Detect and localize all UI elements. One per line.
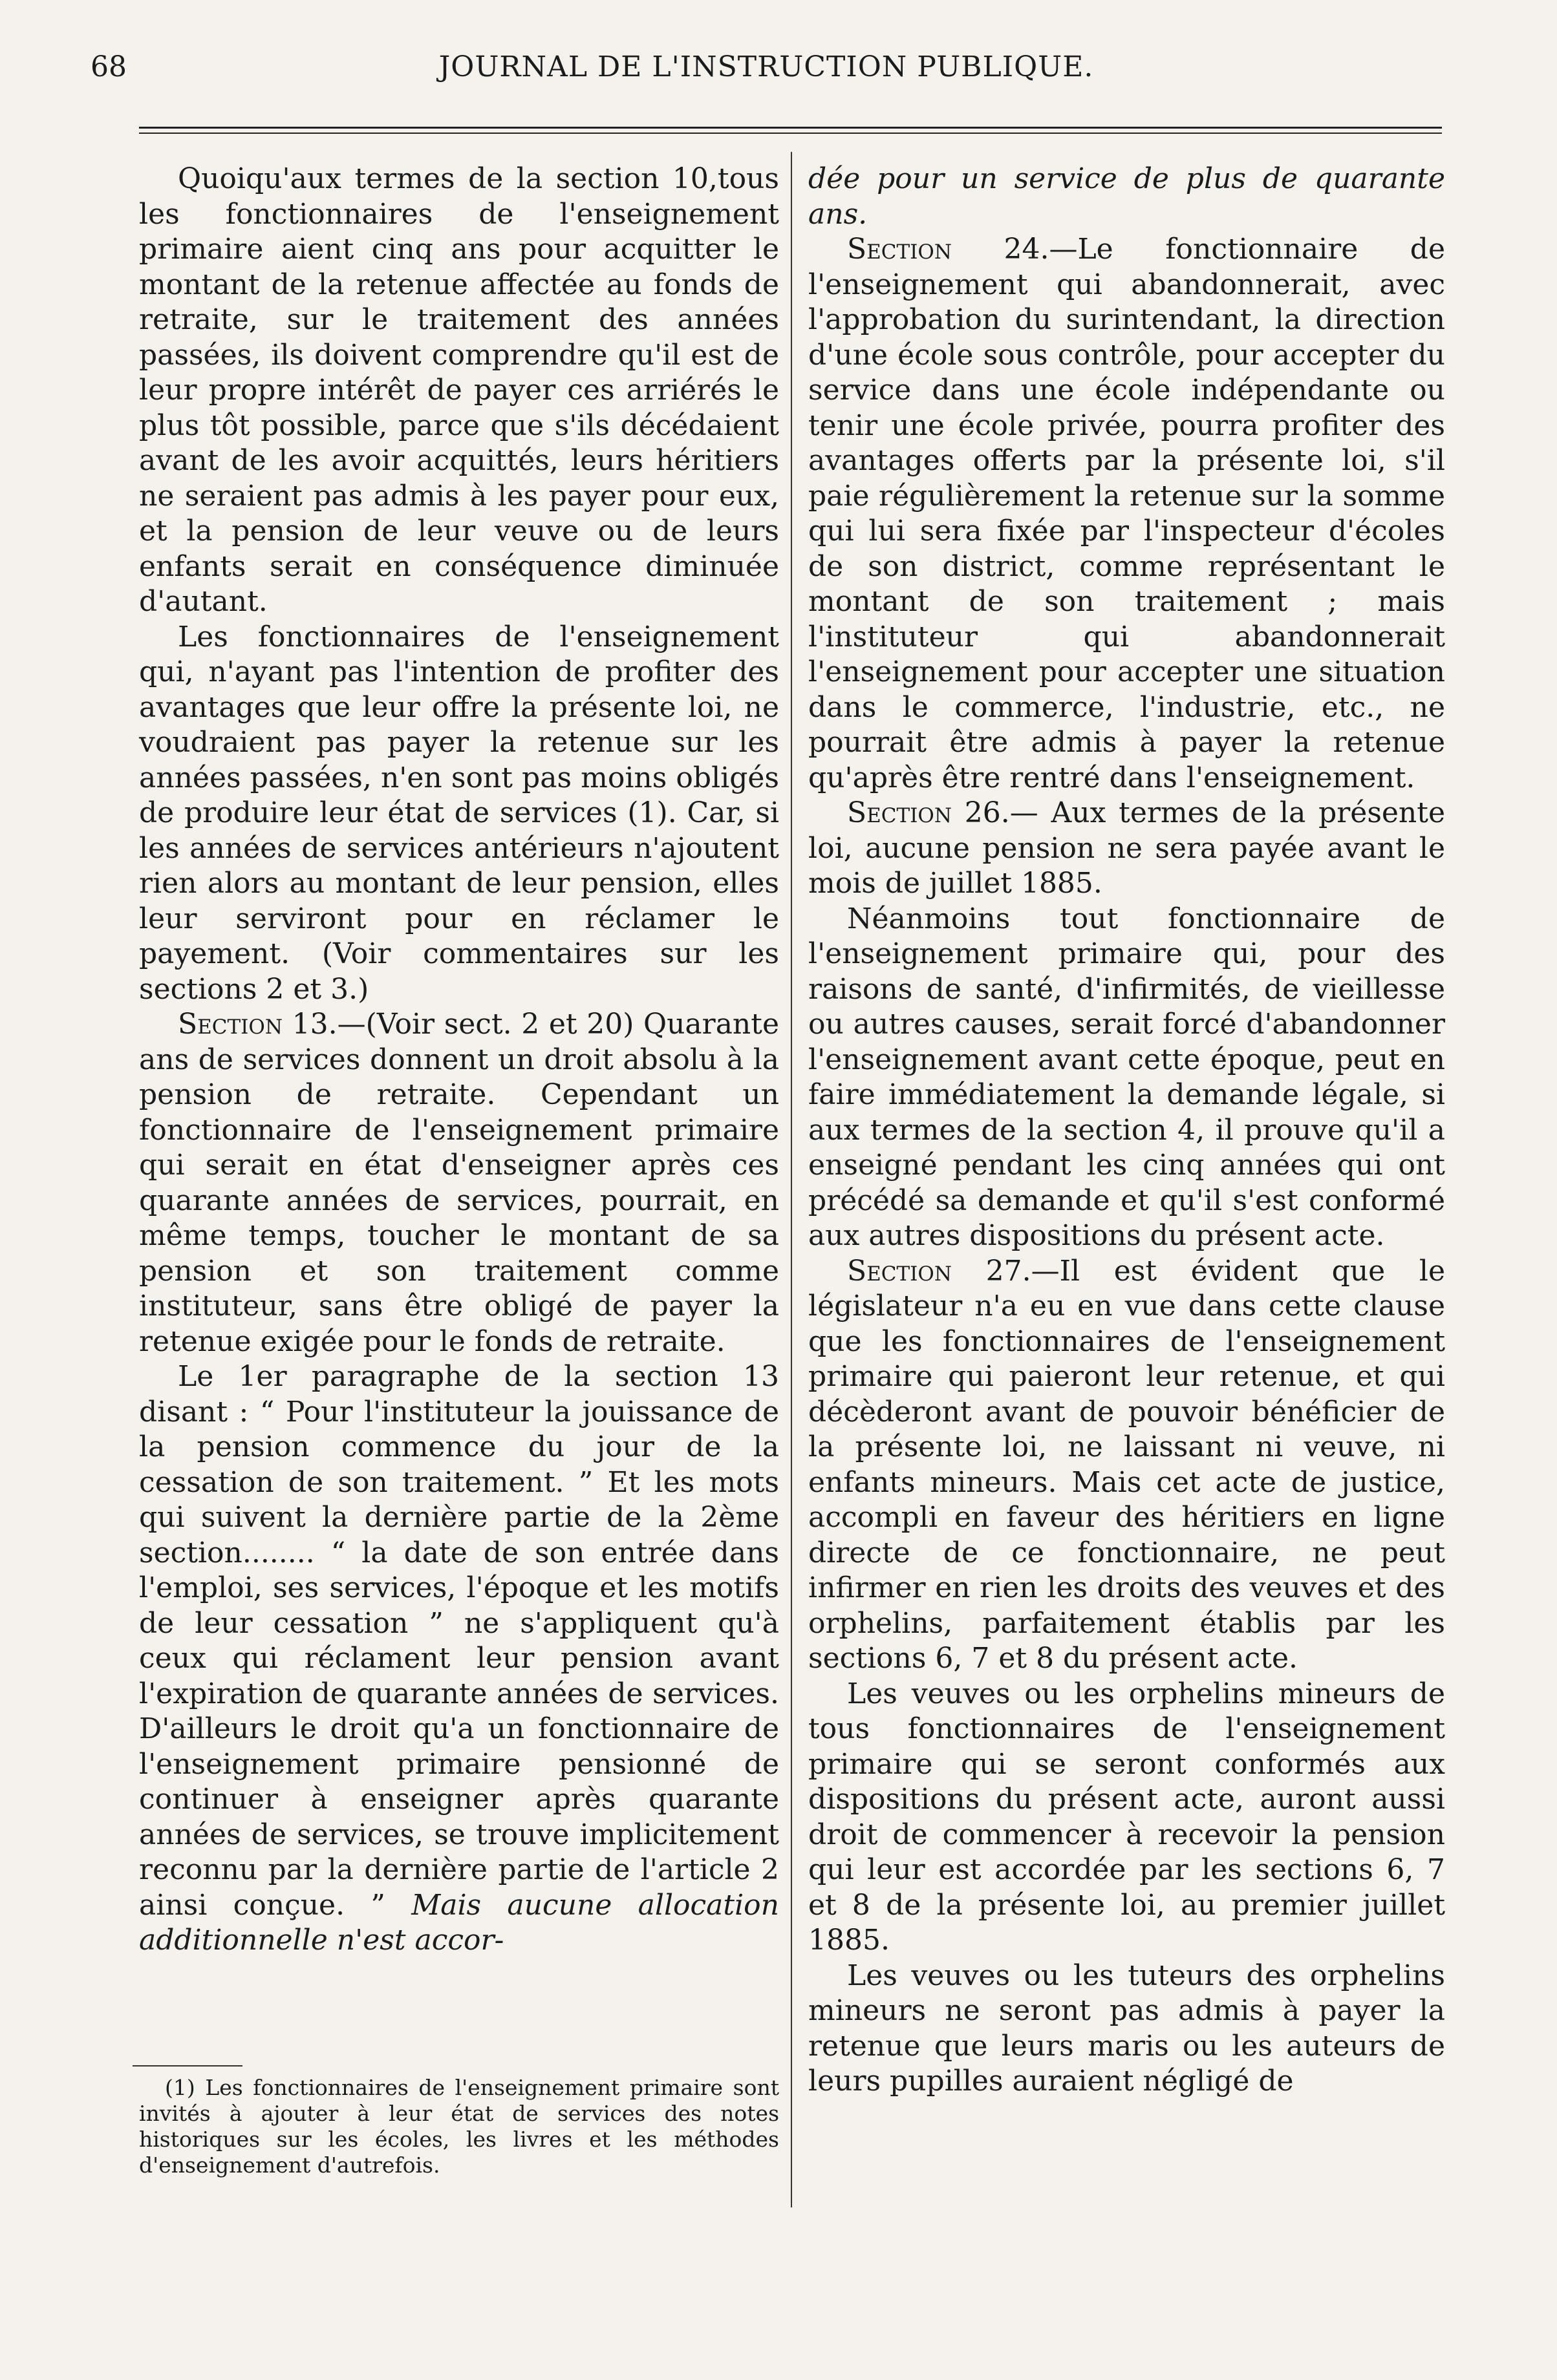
paragraph: Les veuves ou les tuteurs des orphelins mineurs ne seront pas admis à payer la retenue que leurs maris ou les auteurs de leurs pupilles auraient négligé de — [808, 1959, 1445, 2098]
section-label: Section 24. — [847, 233, 1049, 266]
section-label: Section 13. — [178, 1008, 338, 1041]
paragraph — [139, 1007, 779, 1359]
paragraph — [808, 796, 1445, 902]
page-number: 68 — [91, 50, 127, 83]
paragraph: Les fonctionnaires de l'enseignement qui, n'ayant pas l'intention de profiter des avantages que leur offre la présente loi, ne voudraient pas payer la retenue sur les années passées, n'en sont pas moins obligés de produire leur état de services (1). Car, si les années de services antérieurs n'ajoutent rien alors au montant de leur pension, elles leur serviront pour en réclamer le payement. (Voir commentaires sur les sections 2 et 3.) — [139, 620, 779, 1006]
footnote-rule — [133, 2065, 242, 2067]
page-header — [91, 50, 1442, 89]
paragraph — [808, 232, 1445, 796]
italic-quote: Mais aucune allocation additionnelle n'est accor- — [139, 1888, 779, 1957]
footnote: (1) Les fonctionnaires de l'enseignement primaire sont invités à ajouter à leur état de services des notes historiques sur les écoles, les livres et les méthodes d'enseignement d'autrefois. — [139, 2075, 779, 2178]
section-label: Section 27. — [847, 1254, 1031, 1288]
paragraph: Quoiqu'aux termes de la section 10,tous les fonctionnaires de l'enseignement primaire aient cinq ans pour acquitter le montant de la retenue affectée au fonds de retraite, sur le traitement des années passées, ils doivent comprendre qu'il est de leur propre intérêt de payer ces arriérés le plus tôt possible, parce que s'ils décédaient avant de les avoir acquittés, leurs héritiers ne seraient pas admis à les payer pour eux, et la pension de leur veuve ou de leurs enfants serait en conséquence diminuée d'autant. — [139, 162, 779, 618]
paragraph-text: —Il est évident que le législateur n'a eu en vue dans cette clause que les fonctionnaires de l'enseignement primaire qui paieront leur retenue, et qui décèderont avant de pouvoir bénéficier de la présente loi, ne laissant ni veuve, ni enfants mineurs. Mais cet acte de justice, accompli en faveur des héritiers en ligne directe de ce fonctionnaire, ne peut infirmer en rien les droits des veuves et des orphelins, parfaitement établis par les sections 6, 7 et 8 du présent acte. — [808, 1254, 1445, 1675]
column-divider — [791, 152, 792, 2207]
paragraph: Les veuves ou les orphelins mineurs de tous fonctionnaires de l'enseignement primaire qui se seront conformés aux dispositions du présent acte, auront aussi droit de commencer à recevoir la pension qui leur est accordée par les sections 6, 7 et 8 de la présente loi, au premier juillet 1885. — [808, 1677, 1445, 1957]
paragraph — [808, 1254, 1445, 1677]
header-rule-thick — [139, 127, 1442, 129]
header-rule-thin — [139, 133, 1442, 134]
paragraph — [139, 1359, 779, 1959]
paragraph-text: —Le fonctionnaire de l'enseignement qui abandonnerait, avec l'approbation du surintendant, la direction d'une école sous contrôle, pour accepter du service dans une école indépendante ou tenir une école privée, pourra profiter des avantages offerts par la présente loi, s'il paie régulièrement la retenue sur la somme qui lui sera fixée par l'inspecteur d'écoles de son district, comme représentant le montant de son traitement ; mais l'instituteur qui abandonnerait l'enseignement pour accepter une situation dans le commerce, l'industrie, etc., ne pourrait être admis à payer la retenue qu'après être rentré dans l'enseignement. — [808, 233, 1445, 794]
left-column — [139, 162, 779, 1959]
running-title: JOURNAL DE L'INSTRUCTION PUBLIQUE. — [438, 50, 1094, 83]
paragraph: Néanmoins tout fonctionnaire de l'enseignement primaire qui, pour des raisons de santé, d'infirmités, de vieillesse ou autres causes, serait forcé d'abandonner l'enseignement avant cette époque, peut en faire immédiatement la demande légale, si aux termes de la section 4, il prouve qu'il a enseigné pendant les cinq années qui ont précédé sa demande et qu'il s'est conformé aux autres dispositions du présent acte. — [808, 902, 1445, 1252]
paragraph: dée pour un service de plus de quarante ans. — [808, 162, 1445, 231]
paragraph-text: — Aux termes de la présente loi, aucune pension ne sera payée avant le mois de juillet 1885. — [808, 796, 1445, 900]
section-label: Section 26. — [847, 796, 1010, 829]
paragraph-text: —(Voir sect. 2 et 20) Quarante ans de services donnent un droit absolu à la pension de retraite. Cependant un fonctionnaire de l'enseignement primaire qui serait en état d'enseigner après ces quarante années de services, pourrait, en même temps, toucher le montant de sa pension et son traitement comme instituteur, sans être obligé de payer la retenue exigée pour le fonds de retraite. — [139, 1008, 779, 1358]
paragraph-text: Le 1er paragraphe de la section 13 disant : “ Pour l'instituteur la jouissance de la pension commence du jour de la cessation de son traitement. ” Et les mots qui suivent la dernière partie de la 2ème section........ “ la date de son entrée dans l'emploi, ses services, l'époque et les motifs de leur cessation ” ne s'appliquent qu'à ceux qui réclament leur pension avant l'expiration de quarante années de services. D'ailleurs le droit qu'a un fonctionnaire de l'enseignement primaire pensionné de continuer à enseigner après quarante années de services, se trouve implicitement reconnu par la dernière partie de l'article 2 ainsi conçue. ” — [139, 1360, 779, 1922]
right-column — [808, 162, 1445, 2099]
